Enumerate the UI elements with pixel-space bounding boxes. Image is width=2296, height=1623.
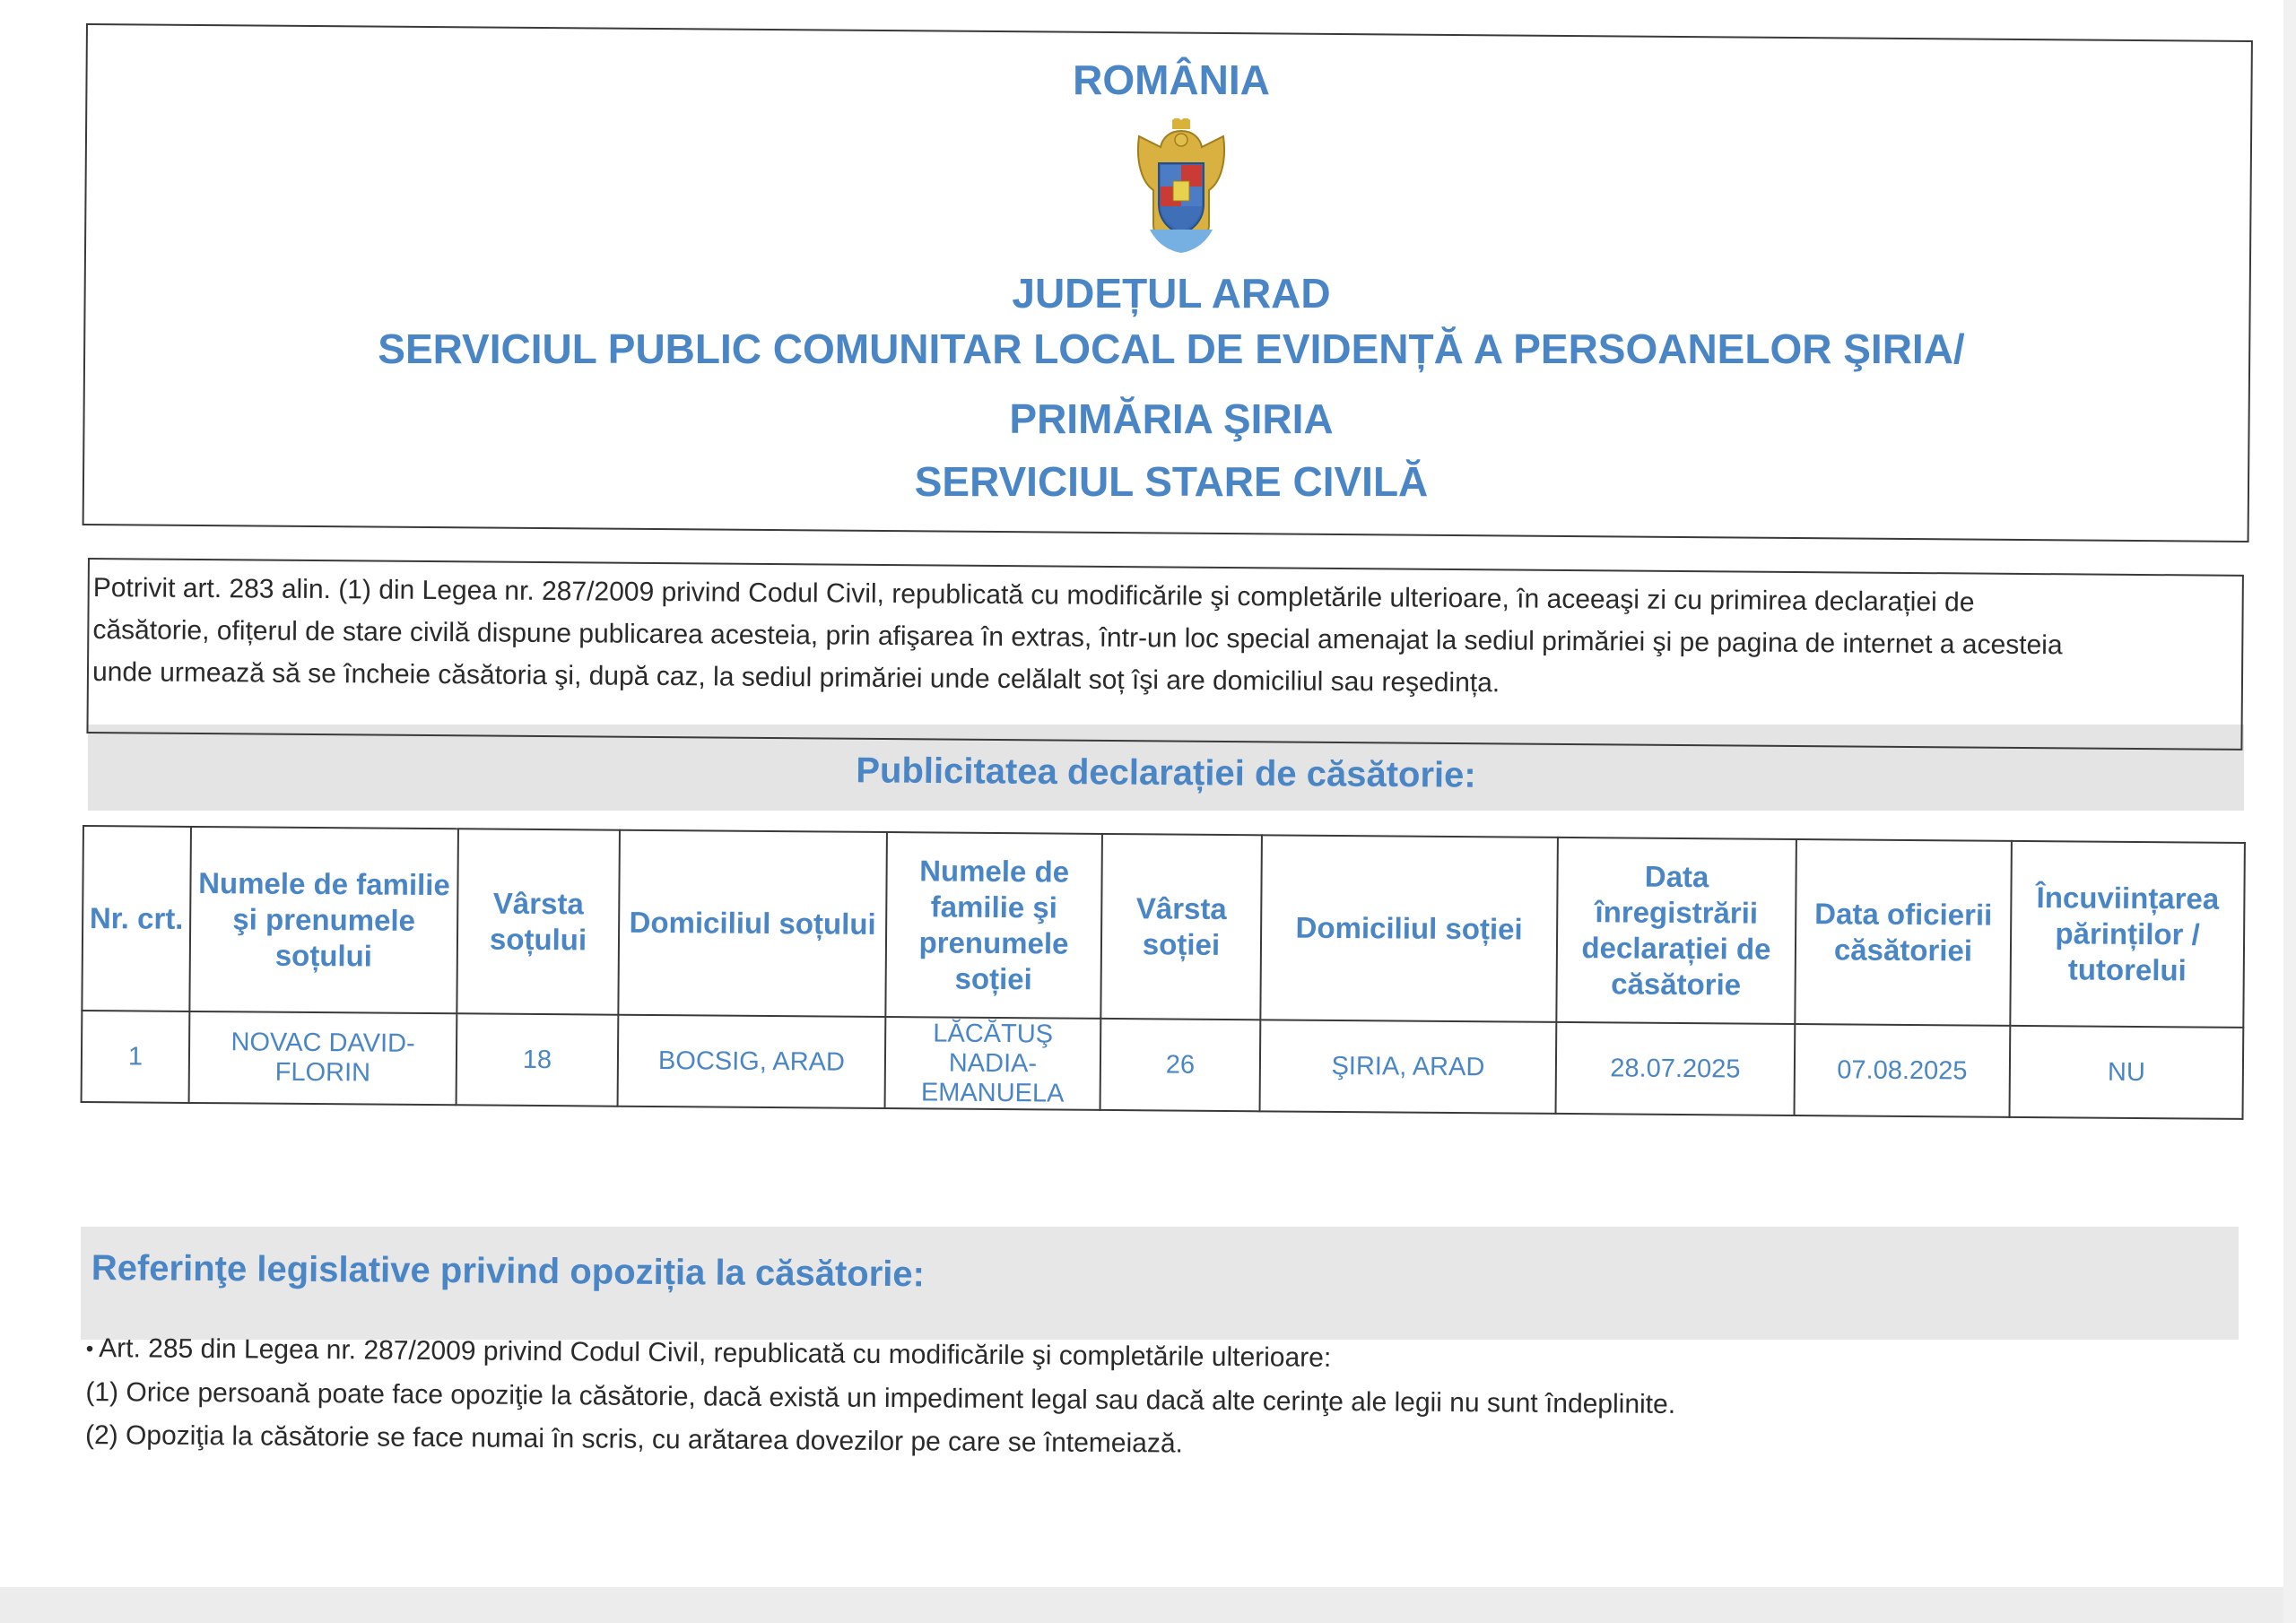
romania-coat-of-arms-icon bbox=[1134, 118, 1229, 253]
cell-consent: NU bbox=[2010, 1026, 2244, 1119]
col-header-consent: Încuviințarea părinților / tutorelui bbox=[2010, 841, 2245, 1028]
cell-registration-date: 28.07.2025 bbox=[1556, 1022, 1796, 1115]
references-line: (2) Opoziţia la căsătorie se face numai în scris, cu arătarea dovezilor pe care se întemeiază. bbox=[84, 1420, 1184, 1459]
col-header-wife-age: Vârsta soției bbox=[1100, 834, 1262, 1020]
page-right-edge bbox=[2283, 0, 2296, 1623]
cell-nr: 1 bbox=[82, 1011, 190, 1103]
header-country: ROMÂNIA bbox=[1073, 56, 1270, 103]
table-header-row bbox=[82, 826, 2245, 1028]
col-header-husband-name: Numele de familie şi prenumele soțului bbox=[189, 827, 458, 1013]
cell-husband-age: 18 bbox=[457, 1013, 619, 1106]
col-header-wife-address: Domiciliul soției bbox=[1260, 835, 1558, 1022]
col-header-nr: Nr. crt. bbox=[82, 826, 191, 1011]
header-municipality: PRIMĂRIA ŞIRIA bbox=[1009, 395, 1334, 442]
col-header-wife-name: Numele de familie şi prenumele soției bbox=[885, 832, 1102, 1019]
cell-wife-address: ŞIRIA, ARAD bbox=[1260, 1020, 1557, 1114]
references-title: Referinţe legislative privind opoziția la căsătorie: bbox=[91, 1248, 926, 1295]
col-header-husband-age: Vârsta soțului bbox=[457, 829, 620, 1014]
cell-ceremony-date: 07.08.2025 bbox=[1795, 1024, 2011, 1117]
references-line: (1) Orice persoană poate face opoziţie la căsătorie, dacă există un impediment legal sau dacă alte cerinţe ale legii nu sunt îndeplinite. bbox=[85, 1377, 1676, 1419]
cell-wife-name: LĂCĂTUŞ NADIA-EMANUELA bbox=[885, 1017, 1101, 1110]
legal-notice-line: unde urmează să se încheie căsătoria şi, după caz, la sediul primăriei unde celălalt soț îşi are domiciliul sau reşedința. bbox=[91, 656, 1500, 699]
legal-notice-line: Potrivit art. 283 alin. (1) din Legea nr. 287/2009 privind Codul Civil, republicată cu modificările şi completările ulterioare, în aceeaşi zi cu primirea declarației de bbox=[92, 572, 1975, 618]
publication-title: Publicitatea declarației de căsătorie: bbox=[856, 751, 1476, 795]
table-row bbox=[82, 1011, 2244, 1119]
references-line-text: Art. 285 din Legea nr. 287/2009 privind Codul Civil, republicată cu modificările şi completările ulterioare: bbox=[99, 1333, 1332, 1373]
header-service: SERVICIUL PUBLIC COMUNITAR LOCAL DE EVIDENȚĂ A PERSOANELOR ŞIRIA/ bbox=[378, 325, 1965, 372]
header-department: SERVICIUL STARE CIVILĂ bbox=[914, 458, 1429, 505]
bullet-icon: • bbox=[85, 1337, 94, 1362]
col-header-ceremony-date: Data oficierii căsătoriei bbox=[1795, 839, 2012, 1026]
legal-notice-line: căsătorie, ofițerul de stare civilă dispune publicarea acesteia, prin afişarea în extras, într-un loc special amenajat la sediul primăriei şi pe pagina de internet a acesteia bbox=[92, 614, 2063, 661]
references-body bbox=[85, 1327, 2221, 1474]
publication-table bbox=[81, 825, 2246, 1120]
legal-notice bbox=[92, 567, 2246, 710]
cell-husband-name: NOVAC DAVID-FLORIN bbox=[189, 1011, 457, 1105]
page-bottom-edge bbox=[0, 1587, 2296, 1623]
col-header-husband-address: Domiciliul soțului bbox=[618, 830, 887, 1017]
cell-husband-address: BOCSIG, ARAD bbox=[618, 1015, 886, 1108]
col-header-registration-date: Data înregistrării declarației de căsătorie bbox=[1556, 838, 1796, 1024]
cell-wife-age: 26 bbox=[1100, 1019, 1261, 1111]
publication-table-wrap bbox=[81, 825, 2244, 1120]
header-county: JUDEȚUL ARAD bbox=[1012, 270, 1331, 317]
